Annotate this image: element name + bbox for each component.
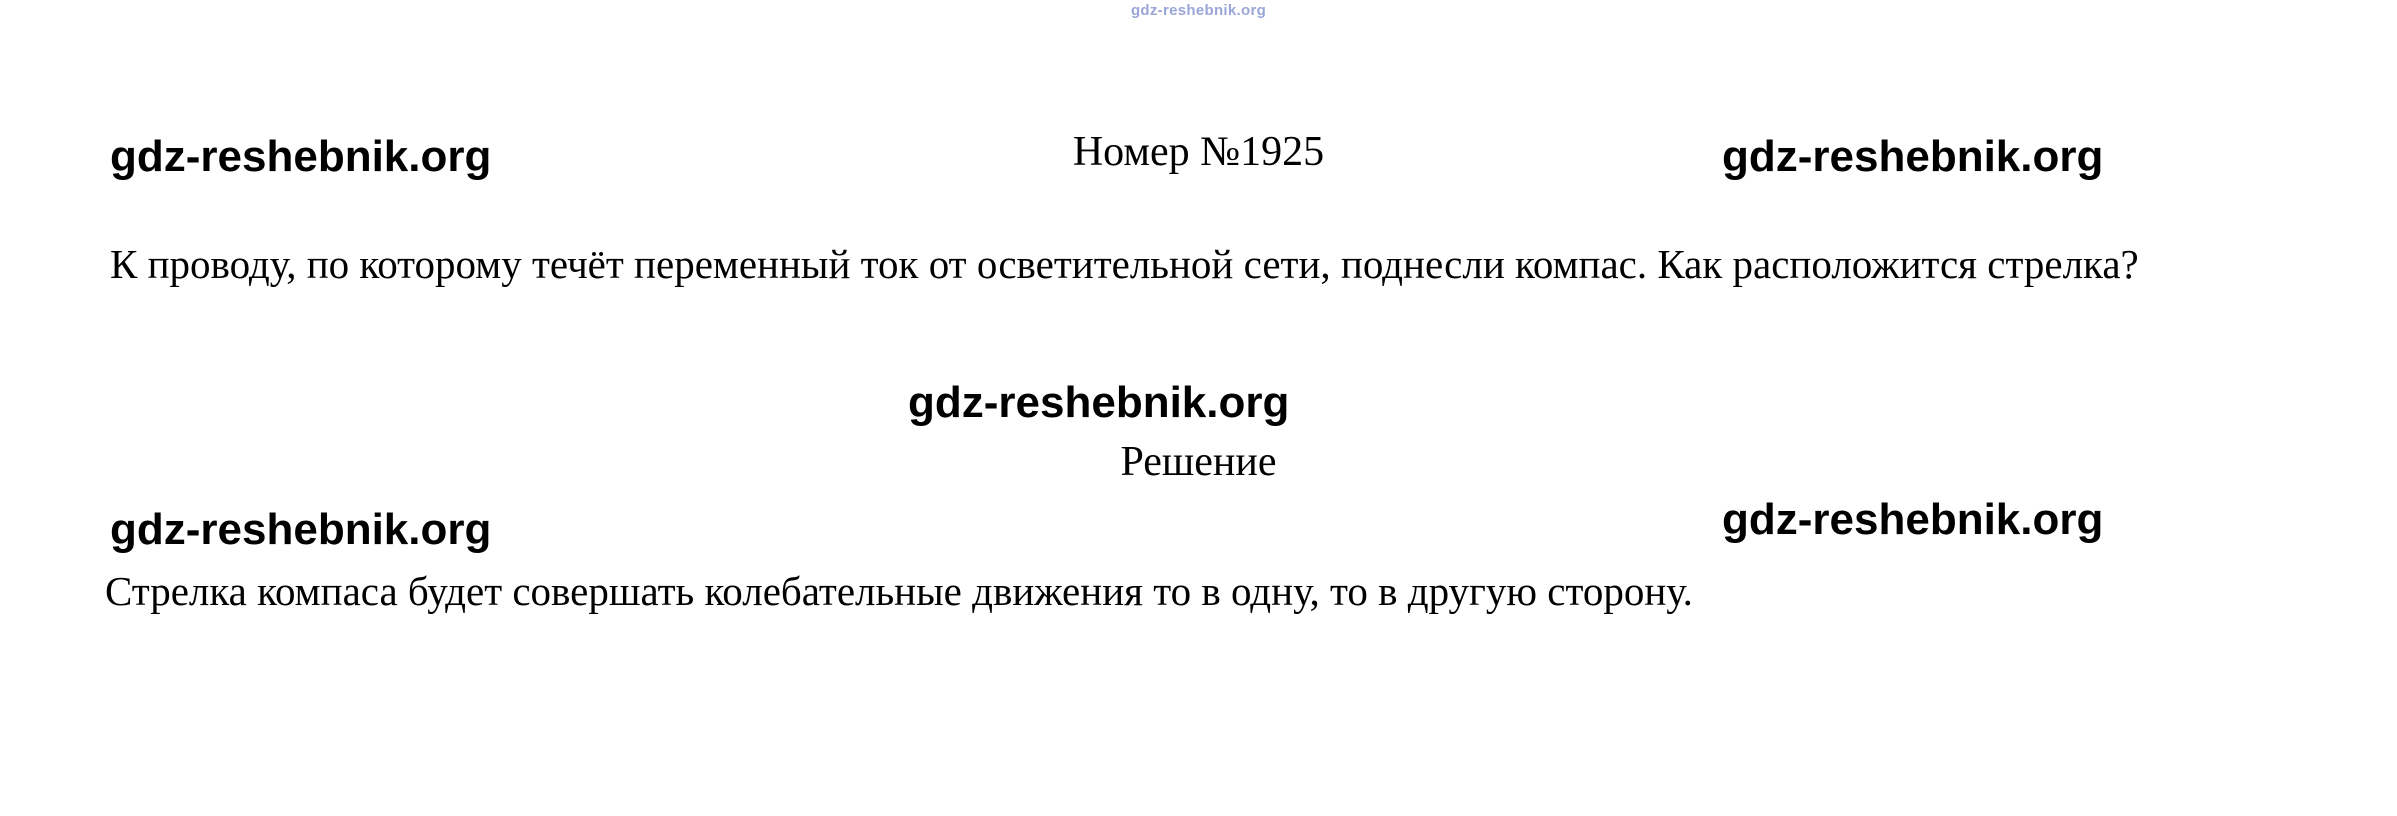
watermark-right-bottom: gdz-reshebnik.org (1722, 495, 2104, 544)
watermark-left-top: gdz-reshebnik.org (110, 132, 492, 181)
task-number-heading: Номер №1925 (1072, 129, 1325, 175)
watermark-left-bottom: gdz-reshebnik.org (110, 505, 492, 554)
watermark-right-top: gdz-reshebnik.org (1722, 132, 2104, 181)
watermark-center-middle: gdz-reshebnik.org (908, 378, 1290, 427)
top-watermark: gdz-reshebnik.org (1130, 2, 1267, 19)
task-text: К проводу, по которому течёт переменный ток от осветительной сети, поднесли компас. Как расположится стрелка? (110, 241, 2139, 287)
solution-heading: Решение (1120, 439, 1277, 485)
solution-text: Стрелка компаса будет совершать колебательные движения то в одну, то в другую сторону. (105, 568, 1693, 614)
